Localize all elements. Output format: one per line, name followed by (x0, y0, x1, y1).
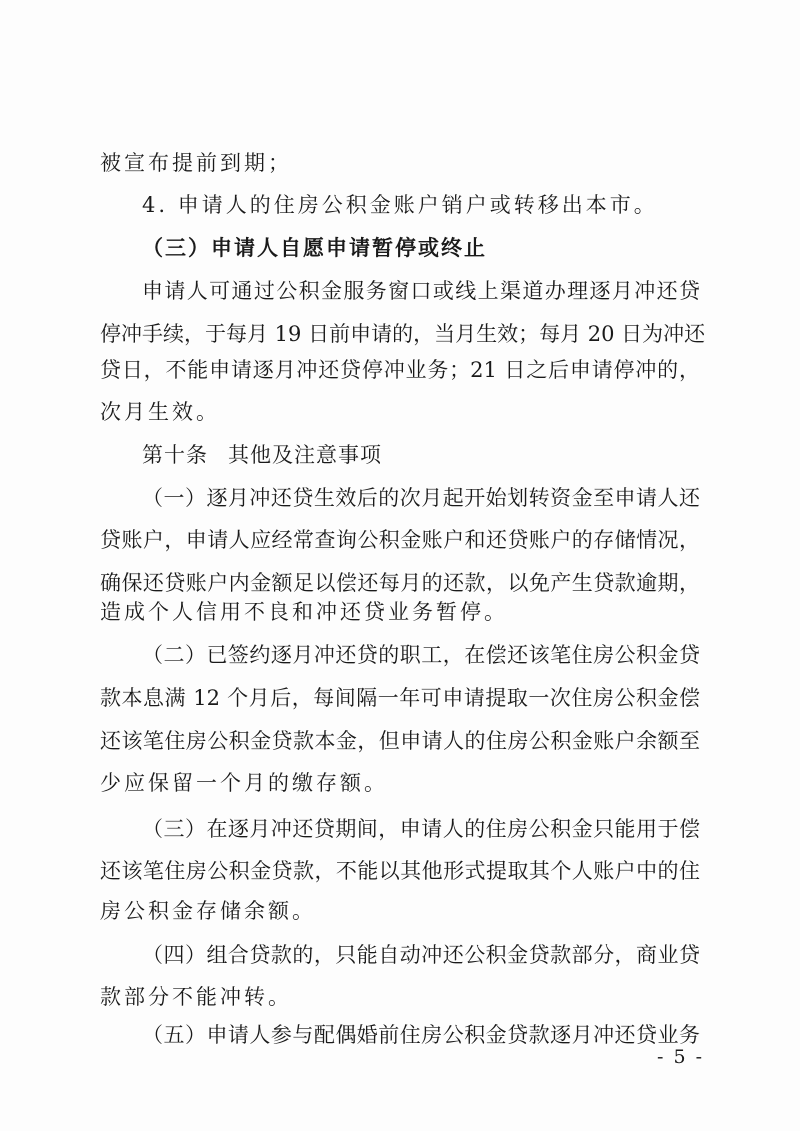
list-item: 4. 申请人的住房公积金账户销户或转移出本市。 (142, 193, 658, 217)
paragraph-line: 造成个人信用不良和冲还贷业务暂停。 (100, 600, 508, 624)
paragraph-line: 款部分不能冲转。 (100, 985, 292, 1009)
article-heading (142, 440, 700, 470)
paragraph-line: 停冲手续，于每月 19 日前申请的，当月生效；每月 20 日为冲还 (100, 322, 706, 346)
paragraph-line: （三）在逐月冲还贷期间，申请人的住房公积金只能用于偿 (142, 817, 700, 841)
paragraph-line: 少应保留一个月的缴存额。 (100, 771, 388, 795)
paragraph-line: 申请人可通过公积金服务窗口或线上渠道办理逐月冲还贷 (142, 279, 700, 303)
paragraph-line: （二）已签约逐月冲还贷的职工，在偿还该笔住房公积金贷 (142, 643, 700, 667)
paragraph-line: （四）组合贷款的，只能自动冲还公积金贷款部分，商业贷 (142, 943, 700, 967)
text-line: 被宣布提前到期； (100, 151, 292, 175)
paragraph-line: 贷日，不能申请逐月冲还贷停冲业务；21 日之后申请停冲的， (100, 358, 700, 382)
paragraph-line: 次月生效。 (100, 400, 220, 424)
paragraph-line: 贷账户，申请人应经常查询公积金账户和还贷账户的存储情况， (100, 528, 700, 552)
article-number: 第十条 (142, 443, 208, 467)
paragraph-line: 款本息满 12 个月后，每间隔一年可申请提取一次住房公积金偿 (100, 686, 700, 710)
paragraph-line: （一）逐月冲还贷生效后的次月起开始划转资金至申请人还 (142, 486, 700, 510)
paragraph-line: 确保还贷账户内金额足以偿还每月的还款，以免产生贷款逾期， (100, 571, 700, 595)
section-heading: （三）申请人自愿申请暂停或终止 (142, 236, 487, 260)
article-title: 其他及注意事项 (228, 443, 382, 467)
page-number: - 5 - (656, 1046, 704, 1068)
paragraph-line: 还该笔住房公积金贷款本金，但申请人的住房公积金账户余额至 (100, 729, 700, 753)
paragraph-line: 房公积金存储余额。 (100, 899, 316, 923)
paragraph-line: 还该笔住房公积金贷款，不能以其他形式提取其个人账户中的住 (100, 859, 700, 883)
paragraph-line: （五）申请人参与配偶婚前住房公积金贷款逐月冲还贷业务 (142, 1023, 700, 1047)
